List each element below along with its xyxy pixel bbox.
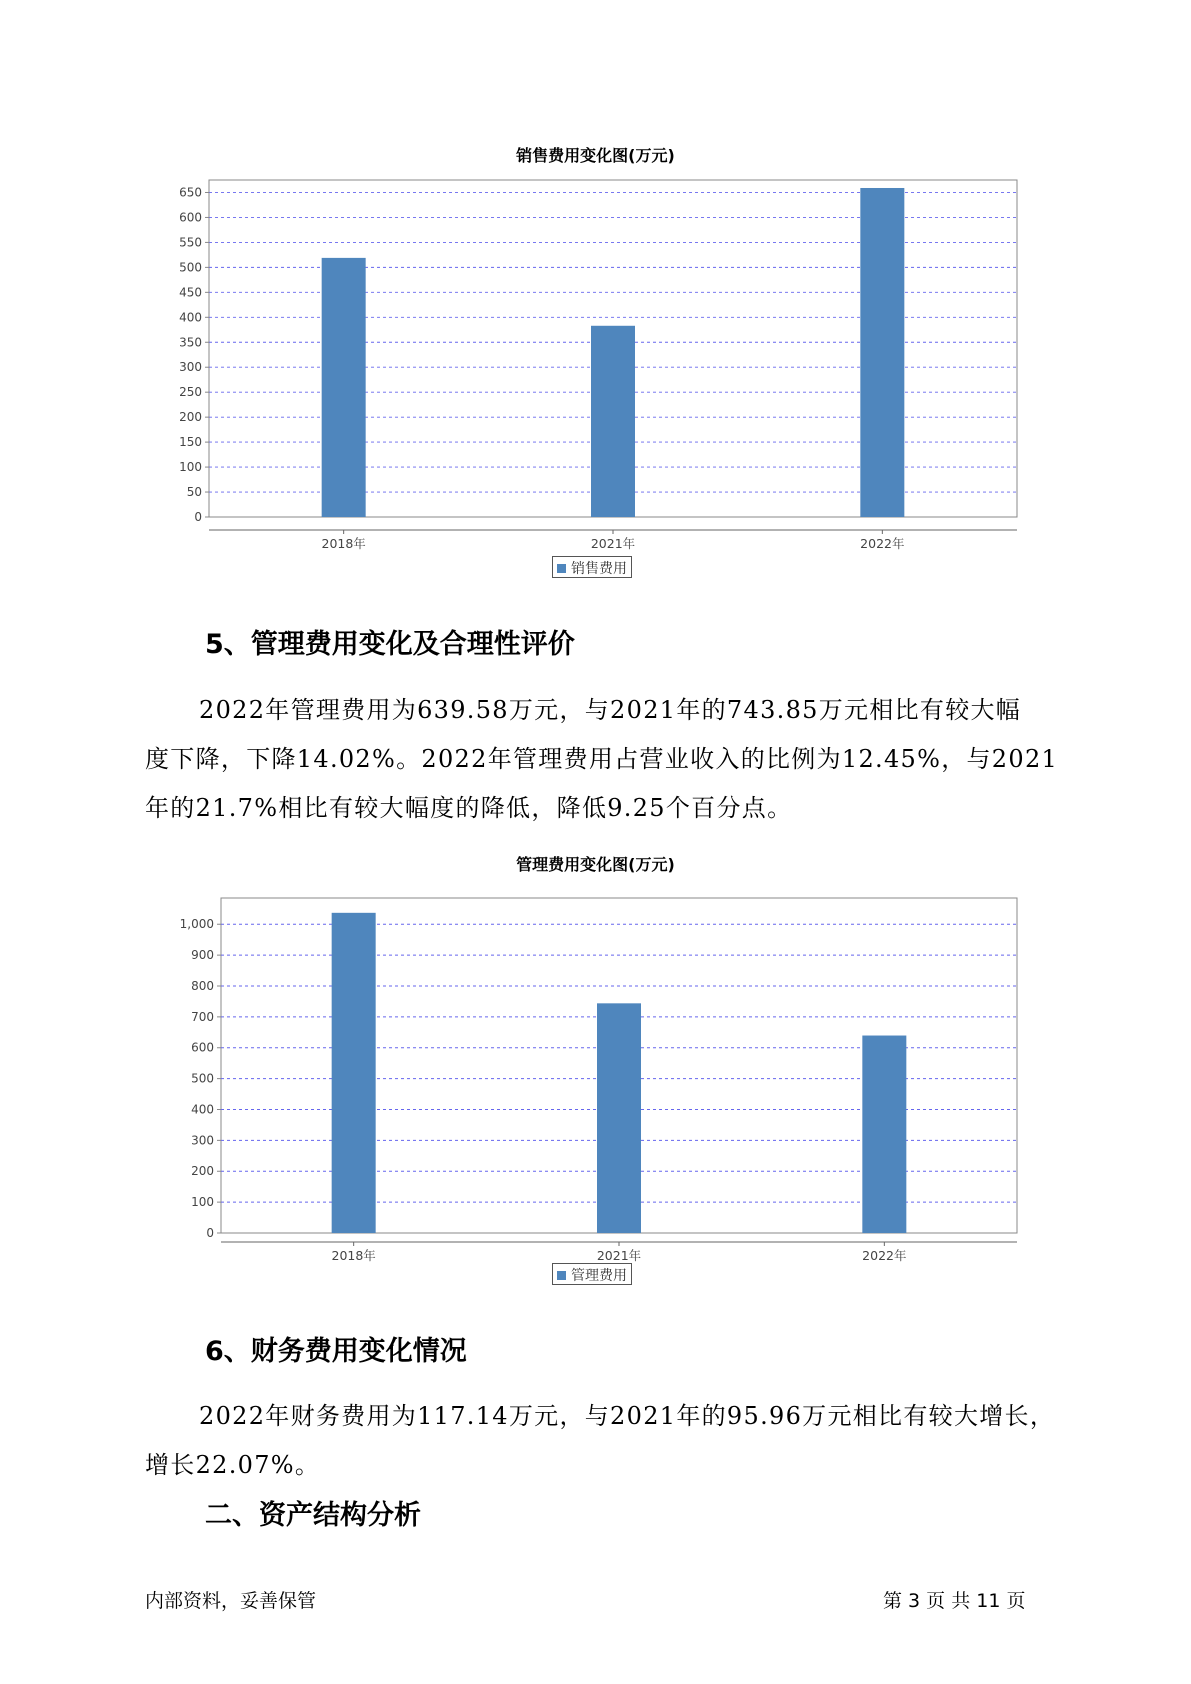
y-tick-label: 400 xyxy=(191,1102,214,1117)
legend-label: 管理费用 xyxy=(571,1268,627,1284)
paragraph-line: 年的21.7%相比有较大幅度的降低，降低9.25个百分点。 xyxy=(145,794,793,822)
y-tick-label: 600 xyxy=(191,1040,214,1055)
y-tick-label: 100 xyxy=(191,1195,214,1210)
footer-page-number: 第 3 页 共 11 页 xyxy=(883,1590,1026,1612)
y-tick-label: 0 xyxy=(206,1226,214,1240)
paragraph-line: 度下降，下降14.02%。2022年管理费用占营业收入的比例为12.45%，与2021 xyxy=(145,745,1059,773)
y-tick-label: 100 xyxy=(179,460,202,475)
y-tick-label: 350 xyxy=(179,335,202,350)
paragraph-line: 2022年管理费用为639.58万元，与2021年的743.85万元相比有较大幅 xyxy=(199,696,1022,724)
bar-2018年 xyxy=(322,258,366,517)
y-tick-label: 1,000 xyxy=(179,917,214,932)
finance-expense-paragraph xyxy=(145,1392,1056,1490)
section-heading-asset-structure: 二、资产结构分析 xyxy=(205,1500,421,1531)
section-heading-finance-expense: 6、财务费用变化情况 xyxy=(205,1336,467,1367)
legend-swatch xyxy=(557,564,566,573)
bar-2021年 xyxy=(597,1003,641,1233)
y-tick-label: 150 xyxy=(179,435,202,450)
y-tick-label: 400 xyxy=(179,310,202,325)
x-tick-label: 2022年 xyxy=(860,536,905,551)
admin-expense-paragraph xyxy=(145,686,1059,833)
x-tick-label: 2022年 xyxy=(862,1248,907,1263)
y-tick-label: 50 xyxy=(186,485,202,500)
legend-swatch xyxy=(557,1271,566,1280)
bar-2022年 xyxy=(862,1036,906,1233)
bar-2018年 xyxy=(332,913,376,1233)
y-tick-label: 600 xyxy=(179,210,202,225)
admin-expense-chart xyxy=(0,880,1191,1280)
y-tick-label: 500 xyxy=(179,260,202,275)
sales-expense-legend xyxy=(552,556,632,578)
bar-2022年 xyxy=(860,188,904,517)
x-tick-label: 2018年 xyxy=(321,536,366,551)
y-tick-label: 900 xyxy=(191,948,214,963)
y-tick-label: 0 xyxy=(194,510,202,524)
legend-label: 销售费用 xyxy=(571,561,627,577)
bar-2021年 xyxy=(591,326,635,517)
x-tick-label: 2021年 xyxy=(596,1248,642,1263)
section-heading-admin-expense: 5、管理费用变化及合理性评价 xyxy=(205,629,575,660)
y-tick-label: 250 xyxy=(179,385,202,400)
footer-confidential-note: 内部资料，妥善保管 xyxy=(145,1590,317,1612)
paragraph-line: 增长22.07%。 xyxy=(145,1451,321,1479)
y-tick-label: 450 xyxy=(179,285,202,300)
x-tick-label: 2021年 xyxy=(590,536,636,551)
y-tick-label: 550 xyxy=(179,235,202,250)
sales-expense-chart xyxy=(0,180,1191,580)
y-tick-label: 300 xyxy=(179,360,202,375)
admin-expense-chart-title: 管理费用变化图(万元) xyxy=(516,855,675,874)
y-tick-label: 700 xyxy=(191,1009,214,1024)
admin-expense-legend xyxy=(552,1263,632,1285)
y-tick-label: 650 xyxy=(179,185,202,200)
sales-expense-chart-title: 销售费用变化图(万元) xyxy=(516,146,675,165)
y-tick-label: 500 xyxy=(191,1071,214,1086)
y-tick-label: 200 xyxy=(179,410,202,425)
y-tick-label: 200 xyxy=(191,1164,214,1179)
x-tick-label: 2018年 xyxy=(331,1248,376,1263)
paragraph-line: 2022年财务费用为117.14万元，与2021年的95.96万元相比有较大增长， xyxy=(199,1402,1056,1430)
y-tick-label: 300 xyxy=(191,1133,214,1148)
y-tick-label: 800 xyxy=(191,978,214,993)
